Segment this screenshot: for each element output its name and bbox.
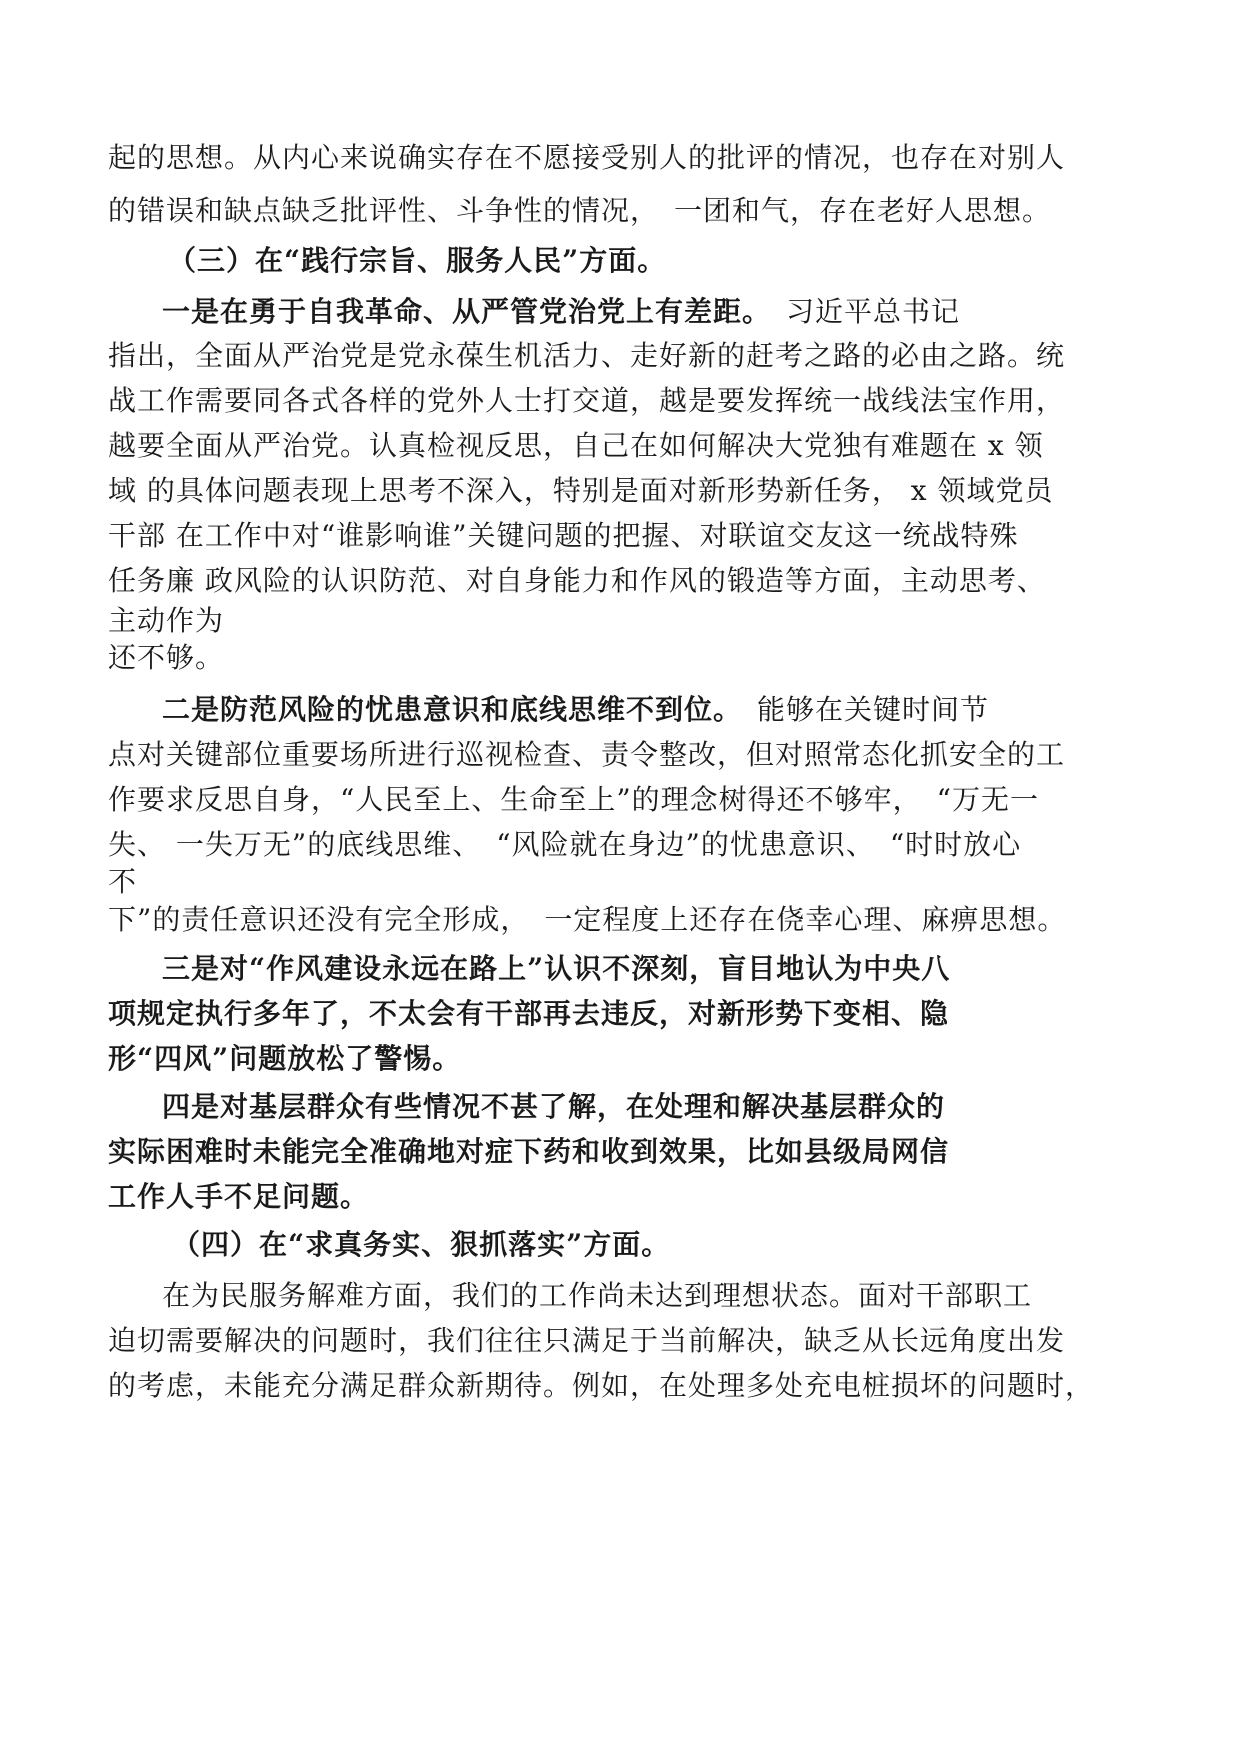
body-text-line: 的考虑，未能充分满足群众新期待。例如，在处理多处充电桩损坏的问题时， <box>108 1369 1095 1402</box>
list-item-1-first-line <box>162 294 960 330</box>
body-text-line: 还不够。 <box>108 641 225 674</box>
list-item-2-lead: 二是防范风险的忧患意识和底线思维不到位。 <box>162 693 729 726</box>
list-item-1-text: 习近平总书记 <box>757 295 961 328</box>
body-text-line: 在为民服务解难方面，我们的工作尚未达到理想状态。面对干部职工 <box>162 1279 1033 1312</box>
body-text-line: 下”的责任意识还没有完全形成， 一定程度上还存在侥幸心理、麻痹思想。 <box>108 903 1067 936</box>
body-text-line: 点对关键部位重要场所进行巡视检查、责令整改，但对照常态化抓安全的工 <box>108 738 1066 771</box>
body-text-line: 任务廉 政风险的认识防范、对自身能力和作风的锻造等方面，主动思考、 <box>108 564 1046 597</box>
section-heading-4: （四）在“求真务实、狠抓落实”方面。 <box>172 1228 671 1261</box>
list-item-4-line: 实际困难时未能完全准确地对症下药和收到效果，比如县级局网信 <box>108 1135 950 1168</box>
body-text-line: 失、 一失万无”的底线思维、 “风险就在身边”的忧患意识、 “时时放心 <box>108 828 1022 861</box>
list-item-3-line: 三是对“作风建设永远在路上”认识不深刻，盲目地认为中央八 <box>162 952 951 985</box>
section-heading-3: （三）在“践行宗旨、服务人民”方面。 <box>168 244 667 277</box>
list-item-4-line: 工作人手不足问题。 <box>108 1180 370 1213</box>
body-text-line: 战工作需要同各式各样的党外人士打交道，越是要发挥统一战线法宝作用， <box>108 384 1066 417</box>
list-item-1-lead: 一是在勇于自我革命、从严管党治党上有差距。 <box>162 295 758 328</box>
body-text-line: 指出，全面从严治党是党永葆生机活力、走好新的赶考之路的必由之路。统 <box>108 339 1066 372</box>
body-text-line: 不 <box>108 865 138 898</box>
body-text-line: 干部 在工作中对“谁影响谁”关键问题的把握、对联谊交友这一统战特殊 <box>108 519 1019 552</box>
body-text-line: 作要求反思自身，“人民至上、生命至上”的理念树得还不够牢， “万无一 <box>108 783 1039 816</box>
list-item-3-line: 项规定执行多年了，不太会有干部再去违反，对新形势下变相、隐 <box>108 997 950 1030</box>
body-text-line: 起的思想。从内心来说确实存在不愿接受别人的批评的情况，也存在对别人 <box>108 141 1066 174</box>
list-item-2-text: 能够在关键时间节 <box>728 693 990 726</box>
body-text-line: 越要全面从严治党。认真检视反思，自己在如何解决大党独有难题在 x 领 <box>108 429 1044 462</box>
list-item-2-first-line <box>162 692 989 728</box>
body-text-line: 域 的具体问题表现上思考不深入，特别是面对新形势新任务， x 领域党员 <box>108 474 1054 507</box>
body-text-line: 主动作为 <box>108 604 225 637</box>
list-item-4-line: 四是对基层群众有些情况不甚了解，在处理和解决基层群众的 <box>162 1090 946 1123</box>
list-item-3-line: 形“四风”问题放松了警惕。 <box>108 1042 462 1075</box>
body-text-line: 迫切需要解决的问题时，我们往往只满足于当前解决，缺乏从长远角度出发 <box>108 1324 1066 1357</box>
body-text-line: 的错误和缺点缺乏批评性、斗争性的情况， 一团和气，存在老好人思想。 <box>108 194 1052 227</box>
